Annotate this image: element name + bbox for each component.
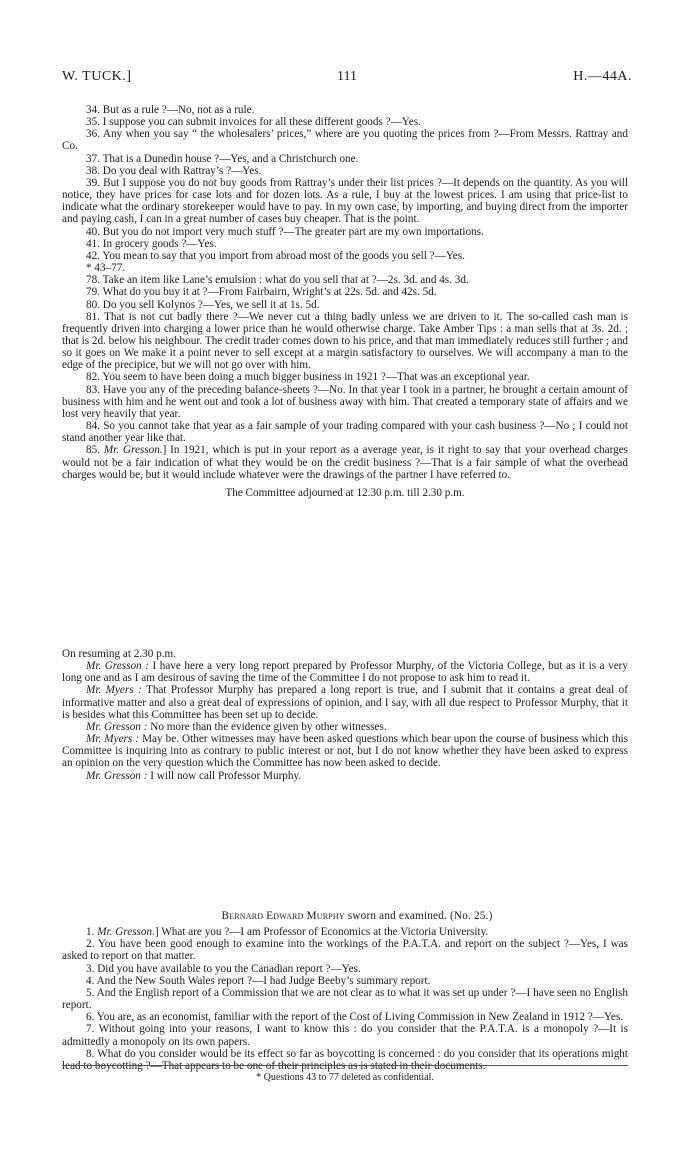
questions-deleted-marker: * 43–77. [86,262,126,275]
dialogue-entry: Mr. Gresson : I will now call Professor Murphy. [86,769,302,782]
question-80: 80. Do you sell Kolynos ?—Yes, we sell it at 1s. 5d. [86,298,320,311]
question-82: 82. You seem to have been doing a much bigger business in 1921 ?—That was an exceptional year. [86,371,530,384]
question-84: 84. So you cannot take that year as a fair sample of your trading compared with your cash business ?—No ; I could not stand another year like that. [62,420,628,445]
question-79: 79. What do you buy it at ?—From Fairbairn, Wright’s at 22s. 5d. and 42s. 5d. [86,286,437,299]
speaker-name: Mr. Myers : [86,684,142,697]
question-83: 83. Have you any of the preceding balance-sheets ?—No. In that year I took in a partner, he brought a certain amount of business with him and he went out and took a lot of business away with him. That created a temporary state of affairs and we lost very heavily that year. [62,383,628,420]
witness-examination [62,910,628,1072]
paper-reference: H.—44A. [573,69,632,84]
evidence-section-morning [62,104,628,499]
witness-heading: Bernard Edward Murphy sworn and examined. (No. 25.) [221,910,493,922]
question-78: 78. Take an item like Lane’s emulsion : what do you sell that at ?—2s. 3d. and 4s. 3d. [86,274,469,287]
question-5: 5. And the English report of a Commission that we are not clear as to what it was set up under ?—I have seen no English report. [62,986,628,1012]
question-6: 6. You are, as an economist, familiar with the report of the Cost of Living Commission in New Zealand in 1912 ?—Yes. [86,1011,624,1024]
question-36: 36. Any when you say “ the wholesalers’ prices,” where are you quoting the prices from ?—From Messrs. Rattray and Co. [62,128,628,153]
speaker-name: Mr. Gresson. [97,926,155,939]
question-3: 3. Did you have available to you the Canadian report ?—Yes. [86,962,361,975]
dialogue-entry: Mr. Myers : That Professor Murphy has prepared a long report is true, and I submit that it contains a great deal of informative matter and also a great deal of expressions of opinion, and I say, with all due respect to Professor Murphy, that it is besides what this Committee has been set up to decide. [62,684,628,721]
page-number: 111 [337,69,357,84]
question-2: 2. You have been good enough to examine into the workings of the P.A.T.A. and report on the subject ?—Yes, I was asked to report on that matter. [62,938,628,963]
footnote: * Questions 43 to 77 deleted as confidential. [256,1072,434,1083]
witness-name: Bernard Edward Murphy [221,910,345,922]
speaker-name: Mr. Gresson : [86,769,148,782]
question-81: 81. That is not cut badly there ?—We never cut a thing badly unless we are driven to it. The so-called cash man is frequently driven into charging a lower price than he would otherwise charge. Take Amber Tips : a man sells that at 3s. 2d. ; that is 2d. below his neighbour. The credit trader comes down to his price, and that man immediately reduces still further ; and so it goes on We make it a point never to sell except at a margin satisfactory to ourselves. We will accompany a man to the edge of the precipice, but we will not go over with him. [62,310,628,372]
question-41: 41. In grocery goods ?—Yes. [86,237,217,250]
question-39: 39. But I suppose you do not buy goods from Rattray’s under their list prices ?—It depends on the quantity. As you will notice, they have prices for case lots and for dozen lots. As a rule, I buy at the lowest prices. I am using that price-list to indicate what the ordinary storekeeper would have to pay. In my own case, by importing, and buying direct from the importer and paying cash, I can in a great number of cases buy cheaper. That is the point. [62,176,628,226]
question-85: 85. Mr. Gresson.] In 1921, which is put in your report as a average year, is it right to say that your overhead charges would not be a fair indication of what they would be on the credit business ?—That is a fair sample of what the overhead charges would be, but it would include whatever were the drawings of the partner I have referred to. [62,444,629,481]
speaker-name: Mr. Gresson. [103,444,163,457]
speaker-name: Mr. Gresson : [86,660,149,673]
evidence-section-afternoon [62,648,628,782]
question-7: 7. Without going into your reasons, I want to know this : do you consider that the P.A.T.A. is a monopoly ?—It is admittedly a monopoly on its own papers. [62,1023,628,1048]
question-4: 4. And the New South Wales report ?—I had Judge Beeby’s summary report. [86,974,431,987]
question-1: 1. Mr. Gresson.] What are you ?—I am Professor of Economics at the Victoria University. [86,926,489,939]
resuming-note: On resuming at 2.30 p.m. [62,648,177,660]
page-header [62,69,632,89]
speaker-name: Mr. Myers : [86,733,140,746]
adjournment-note: The Committee adjourned at 12.30 p.m. till 2.30 p.m. [225,486,465,499]
question-38: 38. Do you deal with Rattray’s ?—Yes. [86,164,262,177]
dialogue-entry: Mr. Gresson : I have here a very long report prepared by Professor Murphy, of the Victoria College, but as it is a very long one and as I am desirous of saving the time of the Committee I do not propose to ask him to read it. [62,660,628,685]
question-8: 8. What do you consider would be its effect so far as boycotting is concerned : do you consider that its operations might lead to boycotting ?—That appears to be one of their principles as is stated in their documents. [62,1047,628,1072]
question-40: 40. But you do not import very much stuff ?—The greater part are my own importations. [86,225,484,238]
dialogue-entry: Mr. Gresson : No more than the evidence given by other witnesses. [86,720,387,733]
footnote-divider [62,1065,628,1066]
header-witness: W. TUCK.] [62,69,132,84]
question-35: 35. I suppose you can submit invoices for all these different goods ?—Yes. [86,116,421,129]
question-34: 34. But as a rule ?—No, not as a rule. [86,104,255,116]
question-37: 37. That is a Dunedin house ?—Yes, and a Christchurch one. [86,152,359,165]
dialogue-entry: Mr. Myers : May be. Other witnesses may have been asked questions which bear upon the course of business which this Committee is inquiring into as contrary to public interest or not, but I do not know whether they have been asked to express an opinion on the very question which the Committee has now been asked to decide. [62,733,628,770]
question-42: 42. You mean to say that you import from abroad most of the goods you sell ?—Yes. [86,249,465,262]
speaker-name: Mr. Gresson : [86,720,148,733]
